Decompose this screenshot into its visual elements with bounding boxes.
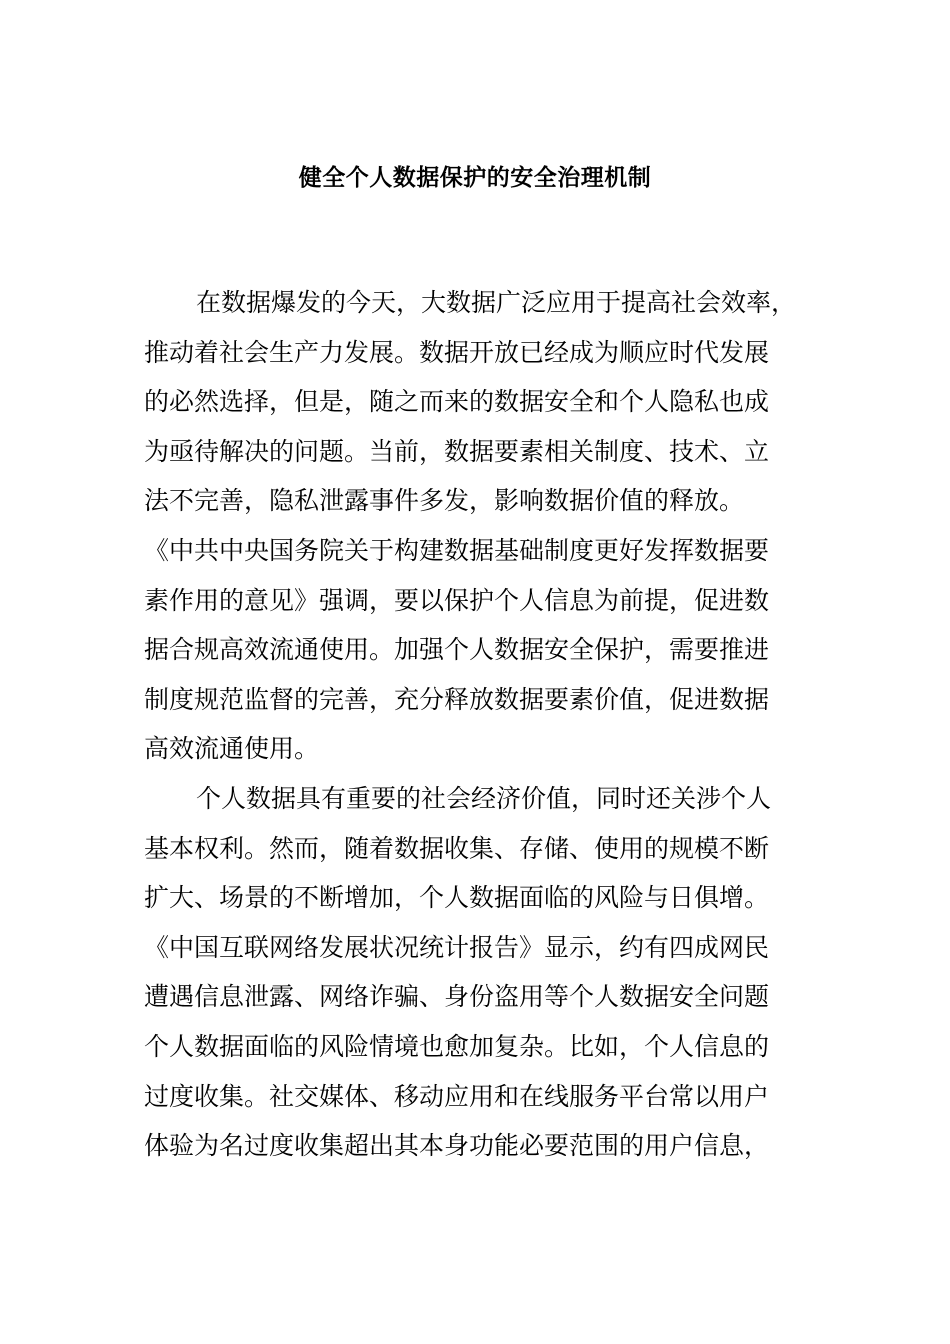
paragraph-1-line-2: 推动着社会生产力发展。数据开放已经成为顺应时代发展: [144, 337, 770, 367]
paragraph-1-line-7: 素作用的意见》强调，要以保护个人信息为前提，促进数: [144, 585, 770, 615]
paragraph-2-line-6: 个人数据面临的风险情境也愈加复杂。比如，个人信息的: [144, 1031, 770, 1061]
paragraph-2-line-1: 个人数据具有重要的社会经济价值，同时还关涉个人: [196, 783, 772, 813]
paragraph-1-line-8: 据合规高效流通使用。加强个人数据安全保护，需要推进: [144, 635, 770, 665]
paragraph-1-line-4: 为亟待解决的问题。当前，数据要素相关制度、技术、立: [144, 436, 770, 466]
paragraph-1-line-1: 在数据爆发的今天，大数据广泛应用于提高社会效率，: [196, 288, 797, 317]
document-title: 健全个人数据保护的安全治理机制: [298, 165, 652, 191]
paragraph-2-line-7: 过度收集。社交媒体、移动应用和在线服务平台常以用户: [144, 1081, 770, 1111]
paragraph-1-line-6: 《中共中央国务院关于构建数据基础制度更好发挥数据要: [144, 535, 770, 565]
paragraph-2-line-8: 体验为名过度收集超出其本身功能必要范围的用户信息，: [144, 1131, 770, 1161]
paragraph-2-line-4: 《中国互联网络发展状况统计报告》显示，约有四成网民: [144, 932, 770, 962]
paragraph-1-line-9: 制度规范监督的完善，充分释放数据要素价值，促进数据: [144, 684, 770, 714]
paragraph-2-line-3: 扩大、场景的不断增加，个人数据面临的风险与日俱增。: [144, 883, 770, 913]
paragraph-1-line-3: 的必然选择，但是，随之而来的数据安全和个人隐私也成: [144, 387, 770, 417]
paragraph-2-line-5: 遭遇信息泄露、网络诈骗、身份盗用等个人数据安全问题: [144, 982, 770, 1012]
paragraph-1-line-10: 高效流通使用。: [144, 734, 320, 764]
document-body: [144, 278, 824, 1171]
paragraph-2-line-2: 基本权利。然而，随着数据收集、存储、使用的规模不断: [144, 833, 770, 863]
paragraph-1-line-5: 法不完善，隐私泄露事件多发，影响数据价值的释放。: [144, 486, 745, 516]
